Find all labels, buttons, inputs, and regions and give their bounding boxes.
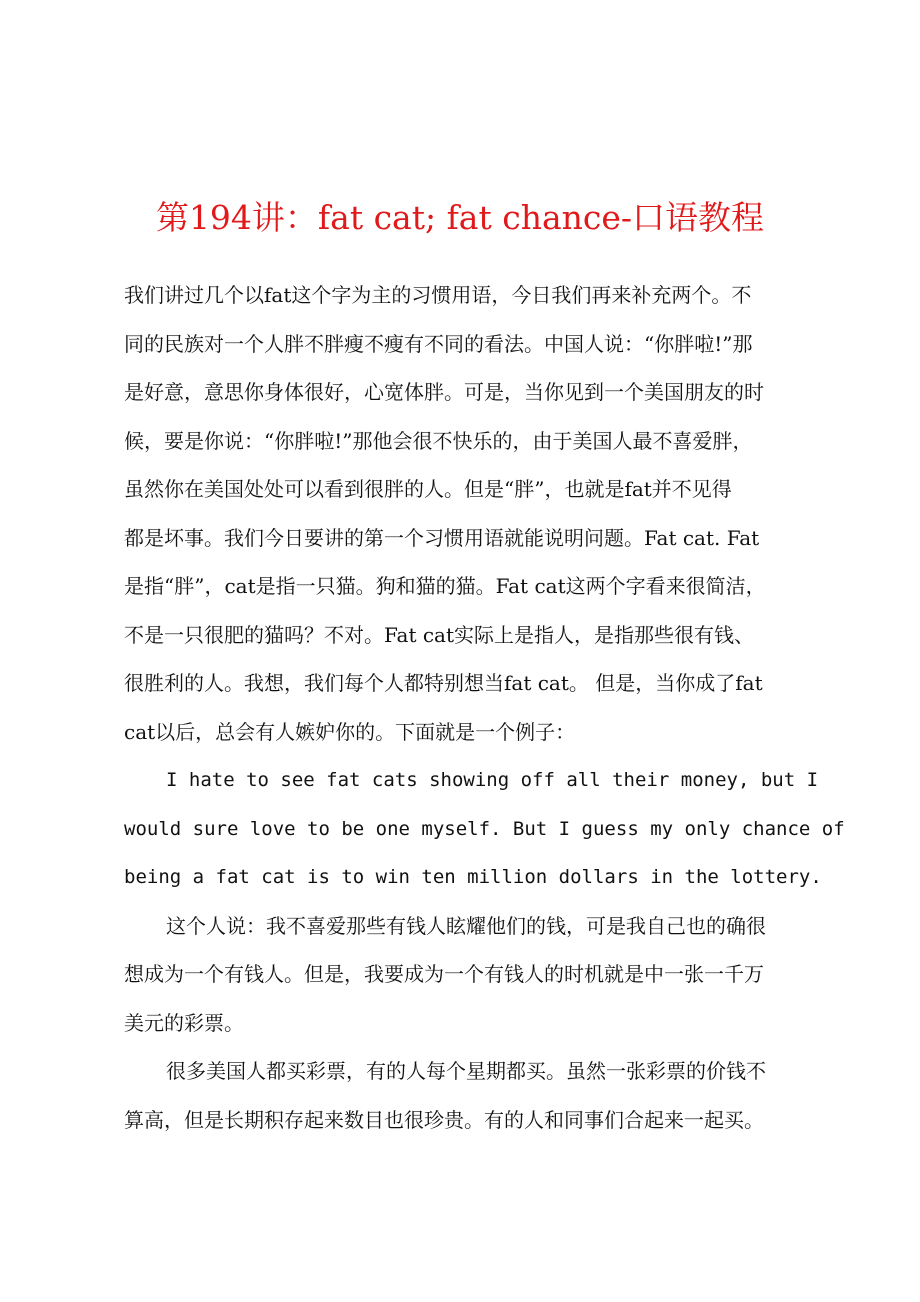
- paragraph-line: 很多美国人都买彩票，有的人每个星期都买。虽然一张彩票的价钱不: [166, 1059, 766, 1083]
- example-line: I hate to see fat cats showing off all their money, but I: [166, 769, 819, 791]
- paragraph-line: 都是坏事。我们今日要讲的第一个习惯用语就能说明问题。Fat cat. Fat: [124, 525, 760, 550]
- example-line: would sure love to be one myself. But I guess my only chance of: [124, 817, 845, 840]
- paragraph-line: 算高，但是长期积存起来数目也很珍贵。有的人和同事们合起来一起买。: [124, 1107, 764, 1132]
- paragraph-line: 是指“胖”，cat是指一只猫。狗和猫的猫。Fat cat这两个字看来很简洁，: [124, 574, 766, 598]
- paragraph-line: 候，要是你说：“你胖啦!”那他会很不快乐的，由于美国人最不喜爱胖，: [124, 428, 753, 453]
- document-body: [124, 271, 845, 1144]
- paragraph-line: 美元的彩票。: [124, 1010, 244, 1035]
- paragraph-line: 不是一只很肥的猫吗？不对。Fat cat实际上是指人，是指那些很有钱、: [124, 622, 754, 647]
- paragraph-line: 这个人说：我不喜爱那些有钱人眩耀他们的钱，可是我自己也的确很: [166, 913, 766, 938]
- paragraph-line: 很胜利的人。我想，我们每个人都特别想当fat cat。 但是，当你成了fat: [124, 671, 763, 695]
- example-line: being a fat cat is to win ten million dollars in the lottery.: [124, 866, 822, 888]
- paragraph-line: 想成为一个有钱人。但是，我要成为一个有钱人的时机就是中一张一千万: [124, 962, 764, 986]
- paragraph-line: 是好意，意思你身体很好，心宽体胖。可是，当你见到一个美国朋友的时: [124, 380, 764, 404]
- paragraph-line: 我们讲过几个以fat这个字为主的习惯用语，今日我们再来补充两个。不: [124, 283, 752, 307]
- document-title: 第194讲：fat cat; fat chance-口语教程: [155, 198, 765, 237]
- paragraph-line: cat以后，总会有人嫉妒你的。下面就是一个例子：: [124, 719, 576, 744]
- paragraph-line: 同的民族对一个人胖不胖瘦不瘦有不同的看法。中国人说：“你胖啦!”那: [124, 331, 753, 356]
- paragraph-line: 虽然你在美国处处可以看到很胖的人。但是“胖”，也就是fat并不见得: [124, 477, 732, 501]
